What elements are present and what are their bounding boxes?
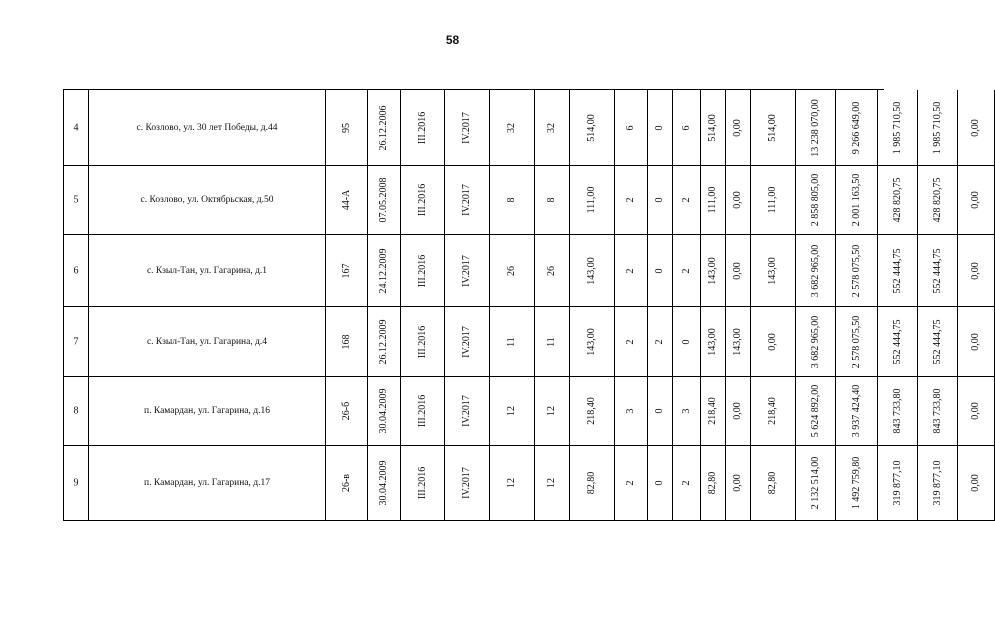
cell-address (89, 446, 326, 521)
sum-republic-text: 552 444,75 (891, 319, 903, 364)
count-2-text: 32 (546, 122, 557, 133)
premises-total-text: 3 (625, 408, 636, 414)
sum-total-text: 5 624 892,00 (809, 384, 821, 438)
cell-premises-b (673, 90, 701, 166)
sum-republic-text: 843 733,80 (891, 388, 903, 434)
start-quarter-text: III.2016 (416, 183, 428, 217)
cell-area-total (570, 307, 615, 377)
area-1-text: 111,00 (707, 186, 718, 214)
cell-sum-republic (878, 166, 918, 235)
cell-area-3 (751, 377, 796, 446)
cell-date (368, 377, 401, 446)
premises-b-text: 2 (680, 268, 692, 273)
housing-table (63, 89, 981, 521)
cell-row-number (64, 90, 89, 166)
area-total-text: 218,40 (586, 397, 597, 425)
date-text: 07.05.2008 (378, 177, 389, 223)
end-quarter-text: IV.2017 (461, 111, 472, 144)
start-quarter-text: III.2016 (416, 111, 428, 144)
cell-house-number (326, 377, 368, 446)
cell-end-quarter (445, 377, 490, 446)
cell-sum-local (918, 377, 958, 446)
cell-area-3 (751, 307, 796, 377)
cell-area-3 (751, 90, 796, 166)
area-2-text: 0,00 (732, 118, 743, 137)
cell-start-quarter (401, 307, 445, 377)
count-1-text: 26 (506, 265, 517, 276)
date-text: 26.12.2009 (378, 319, 389, 364)
cell-area-total (570, 90, 615, 166)
cell-end-quarter (445, 90, 490, 166)
area-total-text: 143,00 (586, 327, 597, 356)
premises-b-text: 2 (680, 480, 692, 486)
cell-house-number (326, 307, 368, 377)
cell-premises-total (615, 235, 648, 307)
cell-sum-republic (878, 90, 918, 166)
cell-house-number (326, 235, 368, 307)
address-text: с. Козлово, ул. 30 лет Победы, д.44 (136, 122, 278, 133)
sum-republic-text: 428 820,75 (891, 177, 903, 223)
cell-count-2 (535, 446, 570, 521)
cell-start-quarter (401, 446, 445, 521)
premises-a-text: 0 (654, 197, 665, 203)
area-3-text: 82,80 (767, 471, 778, 495)
cell-address (89, 377, 326, 446)
cell-premises-a (648, 377, 673, 446)
cell-sum-republic (878, 307, 918, 377)
cell-sum-local (918, 235, 958, 307)
area-3-text: 0,00 (767, 332, 778, 351)
cell-premises-b (673, 235, 701, 307)
premises-a-text: 0 (654, 480, 665, 486)
cell-area-3 (751, 446, 796, 521)
cell-end-quarter (445, 307, 490, 377)
house-number-text: 167 (340, 263, 352, 278)
cell-sum-fund (836, 235, 878, 307)
address-text: с. Козлово, ул. Октябрьская, д.50 (140, 195, 274, 205)
count-2-text: 11 (546, 336, 557, 347)
premises-total-text: 2 (625, 339, 636, 344)
sum-local-text: 1 985 710,50 (931, 101, 943, 154)
cell-area-1 (701, 307, 726, 377)
count-2-text: 8 (546, 197, 557, 203)
house-number-text: 44-А (340, 189, 352, 211)
cell-area-2 (726, 90, 751, 166)
cell-sum-other (958, 446, 995, 521)
sum-republic-text: 1 985 710,50 (891, 101, 903, 154)
end-quarter-text: IV.2017 (461, 254, 472, 287)
premises-total-text: 2 (625, 268, 636, 273)
area-1-text: 514,00 (707, 113, 718, 142)
cell-sum-total (796, 90, 836, 166)
cell-area-total (570, 446, 615, 521)
cell-sum-total (796, 377, 836, 446)
area-total-text: 111,00 (586, 186, 597, 214)
date-text: 30.04.2009 (378, 388, 389, 434)
date-text: 30.04.2009 (378, 460, 389, 506)
area-2-text: 0,00 (732, 261, 743, 280)
cell-premises-a (648, 90, 673, 166)
sum-other-text: 0,00 (970, 332, 981, 351)
address-text: п. Камардан, ул. Гагарина, д.17 (144, 478, 270, 488)
sum-fund-text: 9 266 649,00 (850, 101, 862, 154)
cell-house-number (326, 446, 368, 521)
start-quarter-text: III.2016 (416, 325, 428, 358)
sum-other-text: 0,00 (970, 402, 981, 420)
sum-total-text: 3 682 965,00 (809, 315, 821, 368)
house-number-text: 26-б (340, 401, 352, 421)
cell-date (368, 235, 401, 307)
cell-sum-other (958, 307, 995, 377)
premises-b-text: 6 (680, 125, 692, 130)
premises-total-text: 2 (625, 480, 636, 486)
cell-sum-other (958, 166, 995, 235)
cell-start-quarter (401, 377, 445, 446)
sum-total-text: 2 132 514,00 (809, 456, 821, 510)
cell-house-number (326, 166, 368, 235)
cell-area-2 (726, 446, 751, 521)
cell-count-2 (535, 166, 570, 235)
cell-sum-total (796, 235, 836, 307)
sum-fund-text: 2 001 163,50 (850, 173, 862, 227)
cell-premises-total (615, 166, 648, 235)
cell-sum-fund (836, 377, 878, 446)
row-number-text: 6 (73, 265, 79, 276)
cell-row-number (64, 166, 89, 235)
cell-area-1 (701, 90, 726, 166)
sum-fund-text: 2 578 075,50 (850, 315, 862, 368)
cell-date (368, 307, 401, 377)
cell-sum-total (796, 166, 836, 235)
cell-area-2 (726, 377, 751, 446)
premises-total-text: 6 (625, 125, 636, 130)
sum-other-text: 0,00 (970, 261, 981, 280)
sum-local-text: 319 877,10 (931, 460, 943, 506)
cell-sum-other (958, 235, 995, 307)
cell-address (89, 90, 326, 166)
sum-local-text: 843 733,80 (931, 388, 943, 434)
count-2-text: 26 (546, 265, 557, 276)
cell-premises-b (673, 307, 701, 377)
table-row (64, 307, 981, 377)
cell-sum-other (958, 90, 995, 166)
cell-count-1 (490, 90, 535, 166)
address-text: с. Кзыл-Тан, ул. Гагарина, д.4 (146, 336, 268, 347)
cell-address (89, 235, 326, 307)
cell-premises-b (673, 377, 701, 446)
count-1-text: 11 (506, 336, 517, 347)
cell-sum-fund (836, 90, 878, 166)
cell-row-number (64, 446, 89, 521)
cell-area-1 (701, 377, 726, 446)
cell-premises-a (648, 166, 673, 235)
premises-a-text: 2 (654, 339, 665, 344)
sum-fund-text: 2 578 075,50 (850, 244, 862, 297)
address-text: п. Камардан, ул. Гагарина, д.16 (144, 406, 270, 416)
cell-area-total (570, 235, 615, 307)
row-number-text: 5 (73, 194, 79, 206)
cell-count-2 (535, 235, 570, 307)
cell-sum-fund (836, 307, 878, 377)
cell-count-1 (490, 166, 535, 235)
cell-count-1 (490, 235, 535, 307)
cell-count-1 (490, 377, 535, 446)
area-1-text: 82,80 (707, 471, 718, 495)
cell-start-quarter (401, 90, 445, 166)
cell-count-2 (535, 307, 570, 377)
sum-total-text: 13 238 070,00 (809, 98, 821, 157)
count-2-text: 12 (546, 478, 557, 488)
cell-sum-local (918, 446, 958, 521)
cell-sum-republic (878, 377, 918, 446)
cell-count-2 (535, 377, 570, 446)
row-number-text: 8 (73, 405, 79, 417)
cell-sum-fund (836, 166, 878, 235)
start-quarter-text: III.2016 (416, 254, 428, 287)
row-number-text: 4 (73, 122, 79, 133)
cell-premises-total (615, 446, 648, 521)
area-total-text: 514,00 (586, 113, 597, 142)
cell-area-2 (726, 307, 751, 377)
area-2-text: 0,00 (732, 402, 743, 420)
cell-sum-local (918, 307, 958, 377)
cell-row-number (64, 377, 89, 446)
start-quarter-text: III.2016 (416, 394, 428, 428)
cell-area-total (570, 377, 615, 446)
end-quarter-text: IV.2017 (461, 325, 472, 358)
cell-end-quarter (445, 166, 490, 235)
cell-area-total (570, 166, 615, 235)
end-quarter-text: IV.2017 (461, 184, 472, 216)
cell-premises-total (615, 90, 648, 166)
sum-fund-text: 3 937 424,40 (850, 384, 862, 438)
cell-sum-other (958, 377, 995, 446)
premises-a-text: 0 (654, 268, 665, 273)
cell-premises-total (615, 377, 648, 446)
address-text: с. Кзыл-Тан, ул. Гагарина, д.1 (146, 265, 268, 276)
area-1-text: 143,00 (707, 256, 718, 285)
cell-premises-b (673, 166, 701, 235)
sum-total-text: 3 682 965,00 (809, 244, 821, 297)
sum-republic-text: 319 877,10 (891, 460, 903, 506)
date-text: 24.12.2009 (378, 248, 389, 293)
cell-sum-total (796, 446, 836, 521)
premises-b-text: 3 (680, 408, 692, 414)
cell-sum-republic (878, 446, 918, 521)
table-row (64, 90, 981, 166)
cell-start-quarter (401, 235, 445, 307)
sum-republic-text: 552 444,75 (891, 248, 903, 293)
area-2-text: 0,00 (732, 474, 743, 492)
date-text: 26.12.2006 (378, 105, 389, 150)
row-number-text: 9 (73, 477, 79, 489)
end-quarter-text: IV.2017 (461, 467, 472, 499)
area-3-text: 111,00 (767, 186, 778, 214)
cell-end-quarter (445, 446, 490, 521)
cell-premises-a (648, 446, 673, 521)
area-3-text: 514,00 (767, 113, 778, 142)
count-1-text: 32 (506, 122, 517, 133)
count-1-text: 12 (506, 478, 517, 488)
cell-premises-a (648, 235, 673, 307)
sum-local-text: 552 444,75 (931, 248, 943, 293)
cell-premises-total (615, 307, 648, 377)
cell-date (368, 166, 401, 235)
table-row (64, 166, 981, 235)
house-number-text: 168 (340, 334, 352, 349)
cell-row-number (64, 235, 89, 307)
premises-total-text: 2 (625, 197, 636, 203)
cell-area-3 (751, 166, 796, 235)
sum-local-text: 428 820,75 (931, 177, 943, 223)
cell-date (368, 446, 401, 521)
cell-sum-local (918, 166, 958, 235)
cell-premises-a (648, 307, 673, 377)
area-1-text: 143,00 (707, 327, 718, 356)
sum-other-text: 0,00 (970, 118, 981, 137)
premises-a-text: 0 (654, 125, 665, 130)
house-number-text: 95 (340, 122, 352, 133)
end-quarter-text: IV.2017 (461, 395, 472, 427)
count-1-text: 8 (506, 197, 517, 203)
cell-count-1 (490, 446, 535, 521)
sum-other-text: 0,00 (970, 191, 981, 209)
cell-area-2 (726, 166, 751, 235)
cell-date (368, 90, 401, 166)
cell-address (89, 307, 326, 377)
table-row (64, 377, 981, 446)
count-2-text: 12 (546, 406, 557, 416)
area-1-text: 218,40 (707, 397, 718, 425)
area-2-text: 0,00 (732, 191, 743, 209)
cell-area-1 (701, 235, 726, 307)
cell-count-2 (535, 90, 570, 166)
cell-start-quarter (401, 166, 445, 235)
cell-premises-b (673, 446, 701, 521)
cell-house-number (326, 90, 368, 166)
premises-a-text: 0 (654, 408, 665, 414)
sum-total-text: 2 858 805,00 (809, 173, 821, 227)
table-row (64, 446, 981, 521)
page-number: 58 (445, 33, 460, 47)
row-number-text: 7 (73, 336, 79, 347)
cell-row-number (64, 307, 89, 377)
sum-local-text: 552 444,75 (931, 319, 943, 364)
count-1-text: 12 (506, 406, 517, 416)
table-row (64, 235, 981, 307)
cell-sum-fund (836, 446, 878, 521)
cell-end-quarter (445, 235, 490, 307)
cell-area-1 (701, 166, 726, 235)
area-total-text: 82,80 (586, 471, 597, 495)
cell-area-3 (751, 235, 796, 307)
house-number-text: 26-в (340, 473, 352, 493)
start-quarter-text: III.2016 (416, 466, 428, 500)
area-3-text: 218,40 (767, 397, 778, 425)
cell-area-1 (701, 446, 726, 521)
cell-sum-republic (878, 235, 918, 307)
cell-sum-local (918, 90, 958, 166)
cell-address (89, 166, 326, 235)
premises-b-text: 2 (680, 197, 692, 203)
area-total-text: 143,00 (586, 256, 597, 285)
area-2-text: 143,00 (732, 327, 743, 356)
sum-other-text: 0,00 (970, 474, 981, 492)
cell-count-1 (490, 307, 535, 377)
sum-fund-text: 1 492 759,80 (850, 456, 862, 510)
cell-sum-total (796, 307, 836, 377)
area-3-text: 143,00 (767, 256, 778, 285)
cell-area-2 (726, 235, 751, 307)
premises-b-text: 0 (680, 339, 692, 344)
